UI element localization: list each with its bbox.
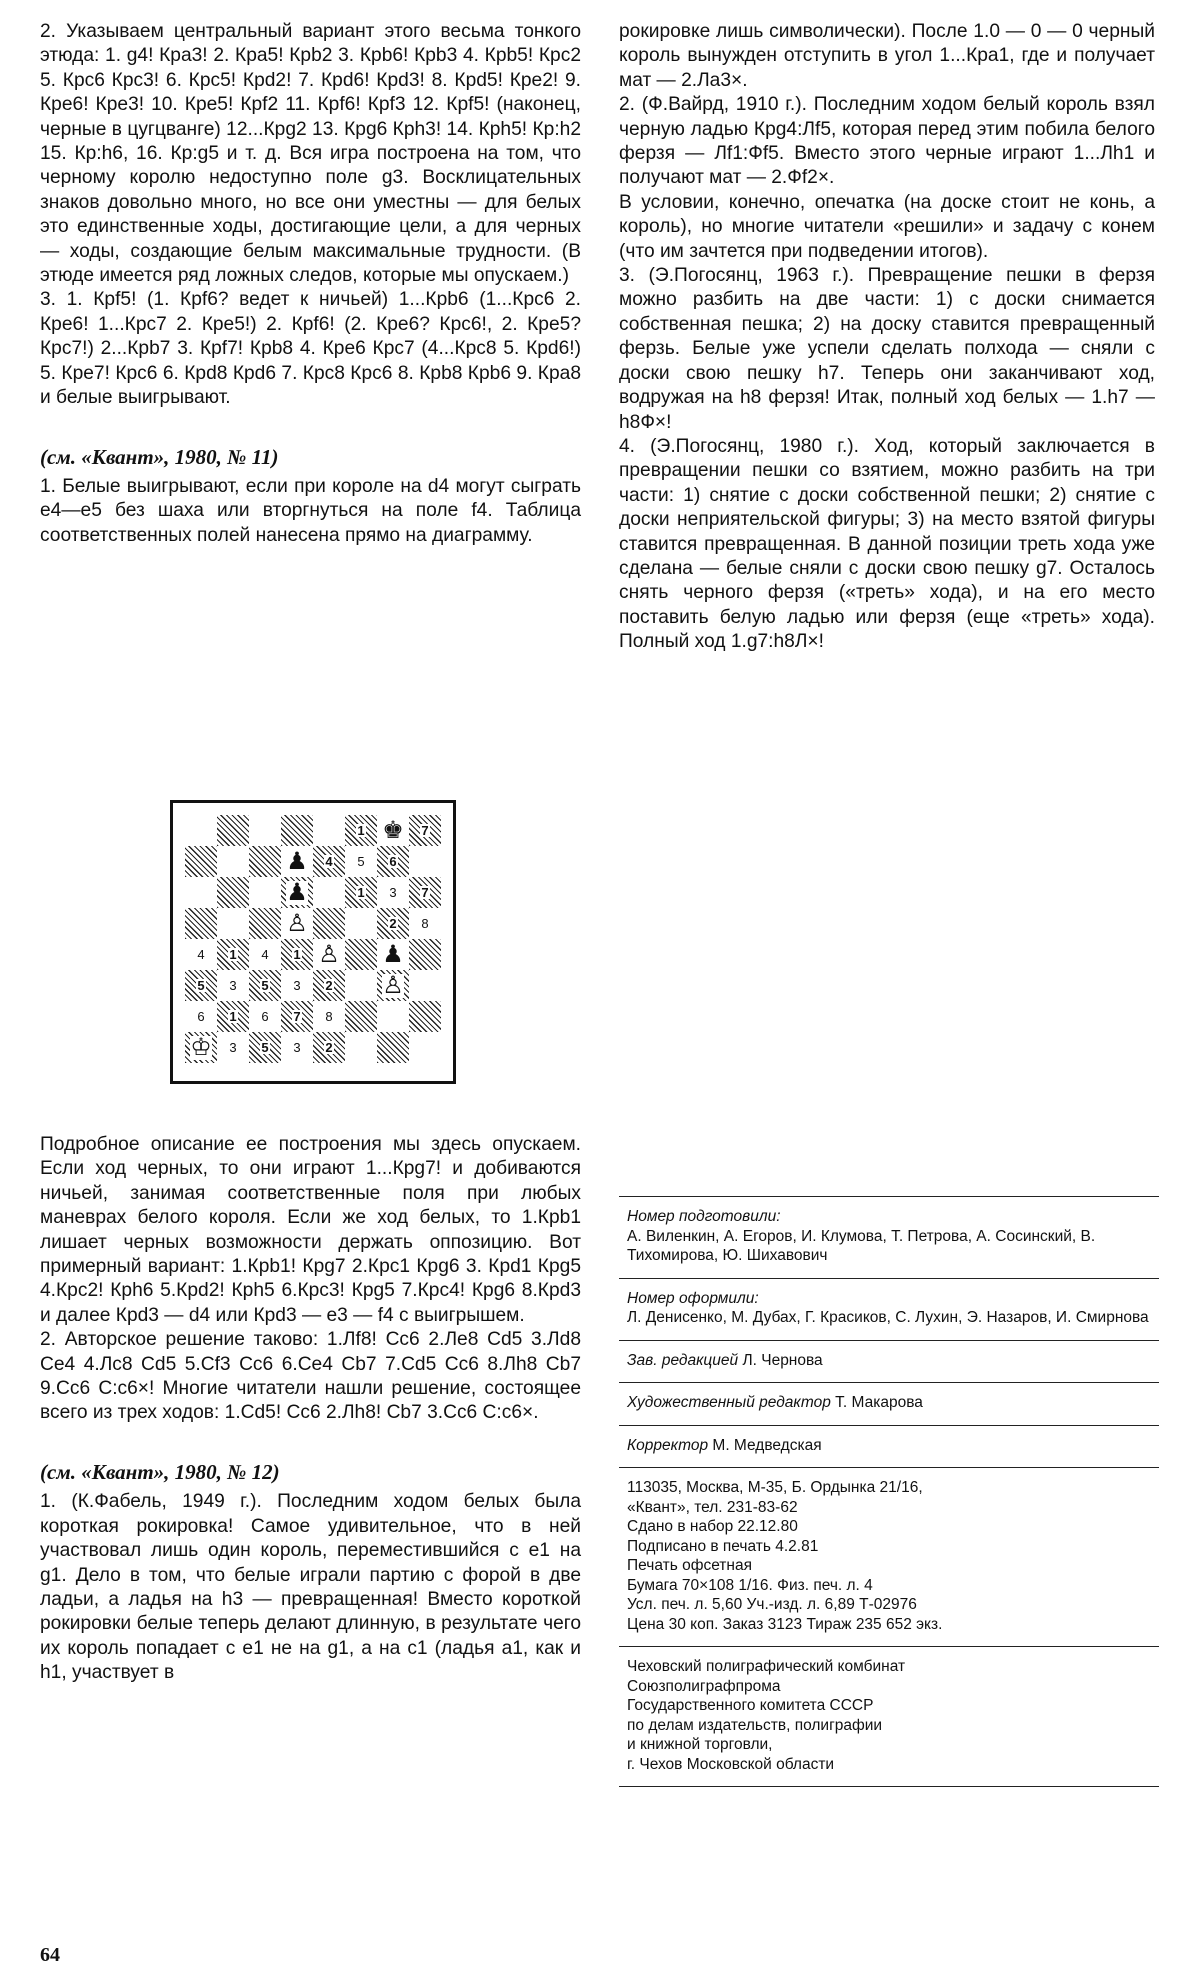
divider	[619, 1196, 1159, 1197]
board-square	[249, 970, 281, 1001]
square-number: 8	[325, 1009, 333, 1024]
prepared-label: Номер подготовили:	[627, 1208, 781, 1225]
board-square	[185, 846, 217, 877]
board-square	[345, 1032, 377, 1063]
board-square	[185, 939, 217, 970]
chess-piece: ♙	[318, 940, 340, 968]
square-number: 7	[293, 1009, 301, 1024]
square-number: 2	[325, 1040, 333, 1055]
art-editor-name: Т. Макарова	[835, 1394, 923, 1411]
prepared-block	[619, 1207, 1159, 1266]
square-number: 3	[293, 1040, 301, 1055]
art-editor-block	[619, 1393, 1159, 1413]
solution-paragraph: Подробное описание ее построения мы здесь опускаем. Если ход черных, то они играют 1...Крg7! и добиваются ничьей, занимая соответственные поля при любых маневрах белого короля. Если же ход белых, то 1.Крb1 лишает черных возможности держать оппозицию. Вот примерный вариант: 1.Крb1! Крg7 2.Крс1 Крg6 3. Крd1 Крg5 4.Крс2! Крh6 5.Крd2! Крh5 6.Крс3! Крg5 7.Крс4! Крg6 8.Крd3 и далее Крd3 — d4 или Крd3 — e3 — f4 с выигрышем.	[40, 1134, 581, 1326]
square-number: 1	[229, 947, 237, 962]
board-square	[249, 1001, 281, 1032]
left-column-bottom	[40, 1133, 581, 1686]
board-square	[377, 970, 409, 1001]
solution-paragraph: 3. 1. Крf5! (1. Крf6? ведет к ничьей) 1...Крb6 (1...Крс6 2. Кре6! 1...Крс7 2. Кре5!) 2. Крf6! (2. Кре6? Крс6!, 2. Кре5? Крс7!) 2...Крb7 3. Крf7! Крb8 4. Кре6 Крс7 (4...Крс8 5. Крd6!) 5. Кре7! Крс6 6. Крd8 Крd6 7. Крс8 Крс6 8. Крb8 Крb6 9. Кра8 и белые выигрывают.	[40, 289, 581, 409]
board-square	[217, 846, 249, 877]
page-number: 64	[40, 1944, 60, 1966]
board-square	[345, 877, 377, 908]
chess-piece: ♟	[286, 878, 308, 906]
designed-block	[619, 1289, 1159, 1328]
board-square	[409, 939, 441, 970]
designed-label: Номер оформили:	[627, 1289, 759, 1307]
board-square	[281, 1001, 313, 1032]
printer-block	[619, 1657, 1159, 1774]
square-number: 1	[229, 1009, 237, 1024]
chess-piece: ♙	[382, 971, 404, 999]
solution-paragraph: 1. Белые выигрывают, если при короле на d4 могут сыграть e4—e5 без шаха или вторгнуться на поле f4. Таблица соответственных полей нанесена прямо на диаграмму.	[40, 475, 581, 546]
board-square	[345, 908, 377, 939]
board-square	[281, 815, 313, 846]
board-square	[345, 846, 377, 877]
square-number: 3	[293, 978, 301, 993]
editor-name: Л. Чернова	[742, 1351, 823, 1369]
board-square	[345, 939, 377, 970]
address-line: Цена 30 коп. Заказ 3123 Тираж 235 652 экз.	[627, 1615, 943, 1633]
square-number: 3	[229, 978, 237, 993]
chess-piece: ♙	[286, 909, 308, 937]
imprint	[619, 1196, 1159, 1797]
solution-paragraph: 2. Авторское решение таково: 1.Лf8! Сс6 2.Ле8 Сd5 3.Лd8 Се4 4.Лс8 Сd5 5.Сf3 Сс6 6.Се4 Сb7 7.Сd5 Сс6 8.Лh8 Сb7 9.Сс6 С:с6×! Многие читатели нашли решение, состоящее всего из трех ходов: 1.Сd5! Сс6 2.Лh8! Сb7 3.Сс6 С:с6×.	[40, 1329, 581, 1424]
board-square	[217, 1032, 249, 1063]
solution-paragraph: 2. (Ф.Вайрд, 1910 г.). Последним ходом белый король взял черную ладью Крg4:Лf5, которая перед этим побила белого ферзя — Лf1:Фf5. Вместо этого черные играют 1...Лh1 и получают мат — 2.Фf2×.	[619, 94, 1155, 189]
prepared-names: А. Виленкин, А. Егоров, И. Клумова, Т. Петрова, А. Сосинский, В. Тихомирова, Ю. Шихавович	[627, 1227, 1096, 1264]
address-line: Сдано в набор 22.12.80	[627, 1518, 798, 1535]
square-number: 2	[389, 916, 397, 931]
square-number: 7	[421, 885, 429, 900]
editor-block	[619, 1351, 1159, 1371]
address-line: «Квант», тел. 231-83-62	[627, 1498, 798, 1516]
board-square	[409, 908, 441, 939]
divider	[619, 1278, 1159, 1279]
board-square	[281, 846, 313, 877]
chess-diagram	[170, 800, 456, 1084]
square-number: 2	[325, 978, 333, 993]
divider	[619, 1340, 1159, 1341]
printer-line: Государственного комитета СССР	[627, 1697, 874, 1714]
board-square	[217, 908, 249, 939]
square-number: 4	[325, 854, 333, 869]
address-line: Печать офсетная	[627, 1557, 752, 1574]
board-square	[281, 877, 313, 908]
board-square	[377, 939, 409, 970]
printer-line: и книжной торговли,	[627, 1736, 773, 1753]
chess-piece: ♚	[382, 816, 404, 844]
board-square	[377, 846, 409, 877]
board-square	[249, 1032, 281, 1063]
board-square	[281, 1032, 313, 1063]
board-square	[313, 939, 345, 970]
address-line: Усл. печ. л. 5,60 Уч.-изд. л. 6,89 Т-02976	[627, 1596, 917, 1613]
board-square	[409, 846, 441, 877]
divider	[619, 1646, 1159, 1647]
board-square	[345, 970, 377, 1001]
printer-line: г. Чехов Московской области	[627, 1755, 835, 1773]
divider	[619, 1382, 1159, 1383]
square-number: 6	[389, 854, 397, 869]
solution-paragraph: рокировке лишь символически). После 1.0 — 0 — 0 черный король вынужден отступить в угол 1...Кра1, где и получает мат — 2.Ла3×.	[619, 21, 1155, 91]
solution-paragraph: 2. Указываем центральный вариант этого весьма тонкого этюда: 1. g4! Кра3! 2. Кра5! Крb2 3. Крb6! Крb3 4. Крb5! Крс2 5. Крс6 Крс3! 6. Крс5! Крd2! 7. Крd6! Крd3! 8. Крd5! Кре2! 9. Кре6! Кре3! 10. Кре5! Крf2 11. Крf6! Крf3 12. Крf5! (наконец, черные в цугцванге) 12...Крg2 13. Крg6 Крh3! 14. Крh5! Кр:h2 15. Кр:h6, 16. Кр:g5 и т. д. Вся игра построена на том, что черному королю недоступно поле g3. Восклицательных знаков довольно много, но все они уместны — для белых это единственные ходы, достигающие цели, а для черных — ходы, создающие белым максимальные трудности. (В этюде имеется ряд ложных следов, которые мы опускаем.)	[40, 21, 581, 287]
solution-paragraph: 4. (Э.Погосянц, 1980 г.). Ход, который заключается в превращении пешки со взятием, можно разбить на три части: 1) снятие с доски собственной пешки; 2) снятие с доски неприятельской фигуры; 3) на место взятой фигуры ставится превращенная. В данной позиции треть хода уже сделана — белые сняли с доски свою пешку g7. Осталось снять черного ферзя («треть» хода), и на его место поставить белую ладью или ферзя (еще «треть» хода). Полный ход 1.g7:h8Л×!	[619, 435, 1155, 653]
square-number: 4	[197, 947, 205, 962]
proofreader-name: М. Медведская	[712, 1436, 822, 1454]
chess-piece: ♟	[286, 847, 308, 875]
divider	[619, 1425, 1159, 1426]
address-line: 113035, Москва, М-35, Б. Ордынка 21/16,	[627, 1479, 923, 1496]
square-number: 5	[357, 854, 365, 869]
chess-board	[185, 815, 441, 1063]
board-square	[377, 815, 409, 846]
board-square	[313, 846, 345, 877]
board-square	[185, 1032, 217, 1063]
square-number: 4	[261, 947, 269, 962]
board-square	[281, 970, 313, 1001]
board-square	[313, 908, 345, 939]
board-square	[249, 846, 281, 877]
square-number: 6	[261, 1009, 269, 1024]
board-square	[345, 815, 377, 846]
chess-piece: ♟	[382, 940, 404, 968]
square-number: 1	[357, 885, 365, 900]
board-square	[377, 877, 409, 908]
board-square	[345, 1001, 377, 1032]
board-square	[185, 908, 217, 939]
chess-piece: ♔	[190, 1033, 212, 1061]
square-number: 1	[357, 823, 365, 838]
editor-label: Зав. редакцией	[627, 1351, 739, 1369]
square-number: 3	[229, 1040, 237, 1055]
printer-line: Чеховский полиграфический комбинат	[627, 1658, 906, 1675]
proofreader-label: Корректор	[627, 1436, 709, 1454]
board-square	[217, 939, 249, 970]
solution-paragraph: 1. (К.Фабель, 1949 г.). Последним ходом белых была короткая рокировка! Самое удивительное, что в ней участвовал лишь один король, переместившийся с e1 на g1. Дело в том, что белые играли партию с форой в две ладьи, а ладья на h3 — превращенная! Вместо короткой рокировки белые теперь делают длинную, в результате чего их король попадает с e1 не на g1, а на c1 (ладья a1, как и h1, участвует в	[40, 1491, 581, 1684]
square-number: 6	[197, 1009, 205, 1024]
board-square	[313, 1001, 345, 1032]
board-square	[409, 877, 441, 908]
board-square	[313, 970, 345, 1001]
board-square	[185, 1001, 217, 1032]
address-line: Бумага 70×108 1/16. Физ. печ. л. 4	[627, 1576, 873, 1594]
square-number: 7	[421, 823, 429, 838]
board-square	[281, 908, 313, 939]
solution-paragraph: В условии, конечно, опечатка (на доске стоит не конь, а король), но многие читатели «решили» и задачу с конем (что им зачтется при подведении итогов).	[619, 191, 1155, 262]
right-column	[619, 20, 1155, 655]
board-square	[377, 1001, 409, 1032]
board-square	[409, 1032, 441, 1063]
printer-line: по делам издательств, полиграфии	[627, 1716, 883, 1734]
divider	[619, 1786, 1159, 1787]
board-square	[185, 815, 217, 846]
square-number: 3	[389, 885, 397, 900]
board-square	[217, 1001, 249, 1032]
section-reference: (см. «Квант», 1980, № 11)	[40, 444, 279, 469]
section-reference: (см. «Квант», 1980, № 12)	[40, 1459, 280, 1484]
board-square	[217, 970, 249, 1001]
art-editor-label: Художественный редактор	[627, 1394, 831, 1411]
board-square	[377, 908, 409, 939]
divider	[619, 1467, 1159, 1468]
board-square	[409, 815, 441, 846]
board-square	[409, 1001, 441, 1032]
square-number: 5	[197, 978, 205, 993]
square-number: 5	[261, 978, 269, 993]
solution-paragraph: 3. (Э.Погосянц, 1963 г.). Превращение пешки в ферзя можно разбить на две части: 1) с доски снимается собственная пешка; 2) на доску ставится превращенный ферзь. Белые уже успели сделать полхода — сняли с доски свою пешку h7. Теперь они заканчивают ход, водружая на h8 ферзя! Итак, полный ход белых — 1.h7 — h8Ф×!	[619, 265, 1155, 433]
proofreader-block	[619, 1436, 1159, 1456]
board-square	[185, 877, 217, 908]
board-square	[217, 877, 249, 908]
address-line: Подписано в печать 4.2.81	[627, 1537, 819, 1555]
printer-line: Союзполиграфпрома	[627, 1677, 781, 1695]
board-square	[313, 1032, 345, 1063]
square-number: 5	[261, 1040, 269, 1055]
board-square	[249, 877, 281, 908]
board-square	[281, 939, 313, 970]
board-square	[313, 815, 345, 846]
board-square	[377, 1032, 409, 1063]
square-number: 1	[293, 947, 301, 962]
board-square	[313, 877, 345, 908]
left-column-top	[40, 20, 581, 548]
board-square	[249, 908, 281, 939]
square-number: 8	[421, 916, 429, 931]
board-square	[409, 970, 441, 1001]
address-block	[619, 1478, 1159, 1634]
board-square	[185, 970, 217, 1001]
designed-names: Л. Денисенко, М. Дубах, Г. Красиков, С. Лухин, Э. Назаров, И. Смирнова	[627, 1309, 1149, 1326]
board-square	[217, 815, 249, 846]
board-square	[249, 815, 281, 846]
board-square	[249, 939, 281, 970]
